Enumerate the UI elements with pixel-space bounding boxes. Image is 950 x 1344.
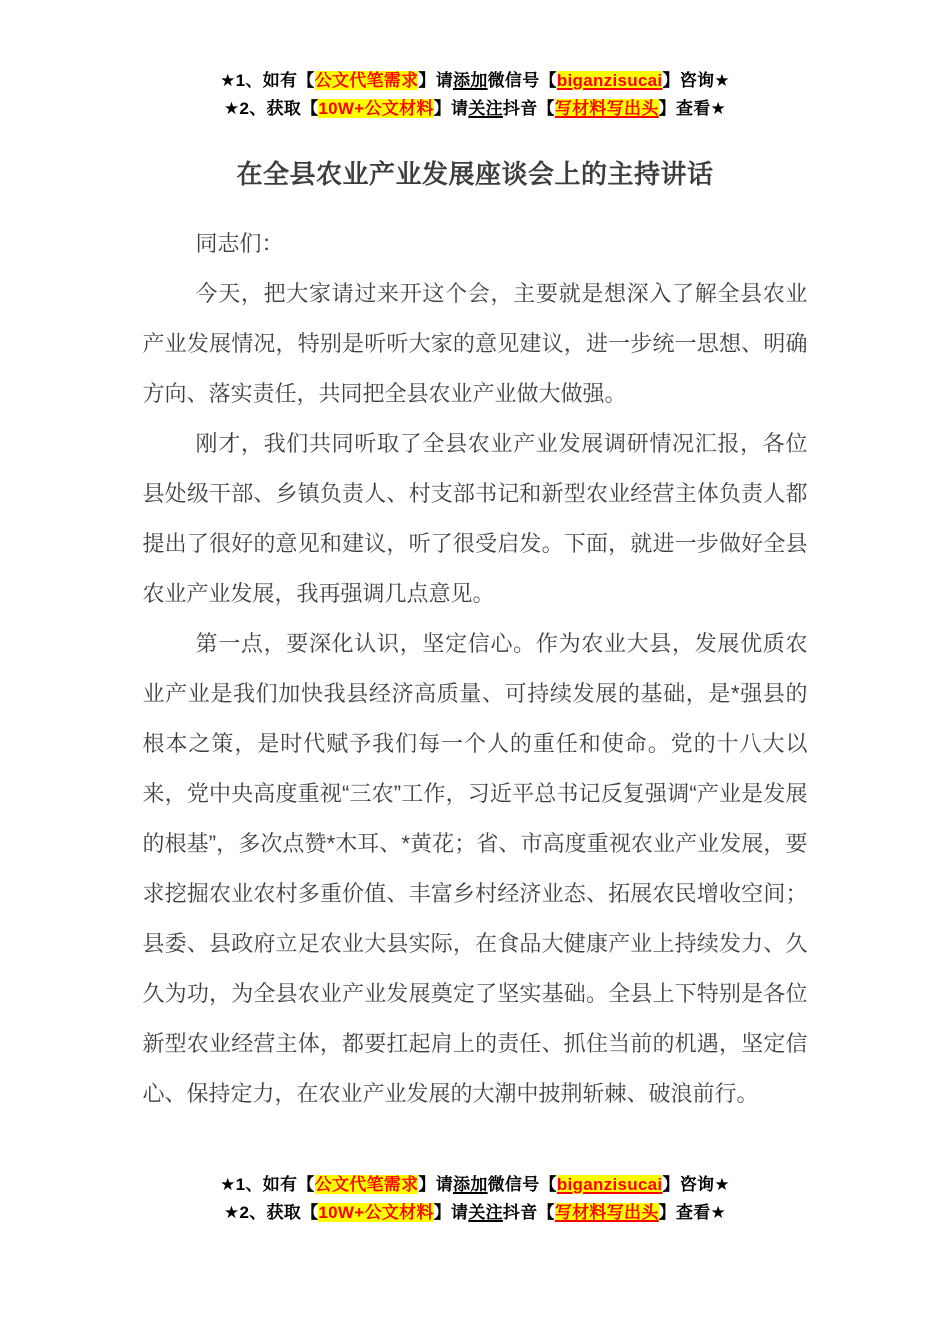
banner-segment: 添加 xyxy=(453,71,488,90)
document-body xyxy=(143,219,808,1119)
banner-segment: 公文代笔需求 xyxy=(314,71,419,90)
banner-segment: ★2、获取【 xyxy=(223,99,319,118)
banner-segment: ★2、获取【 xyxy=(223,1203,319,1222)
banner-segment: 写材料写出头 xyxy=(554,99,659,118)
promo-banner-bottom-line-2 xyxy=(0,1199,950,1227)
banner-segment: 10W+公文材料 xyxy=(318,1203,434,1222)
banner-segment: 】请 xyxy=(418,1175,454,1194)
document-title: 在全县农业产业发展座谈会上的主持讲话 xyxy=(236,159,714,189)
banner-segment: 】咨询★ xyxy=(662,71,730,90)
banner-segment: 微信号【 xyxy=(487,1175,557,1194)
banner-segment: ★1、如有【 xyxy=(220,71,315,90)
banner-segment: biganzisucai xyxy=(556,71,663,90)
body-paragraph: 刚才，我们共同听取了全县农业产业发展调研情况汇报，各位县处级干部、乡镇负责人、村支部书记和新型农业经营主体负责人都提出了很好的意见和建议，听了很受启发。下面，就进一步做好全县农业产业发展，我再强调几点意见。 xyxy=(142,431,808,606)
banner-segment: 】请 xyxy=(433,99,469,118)
banner-segment: 】查看★ xyxy=(658,99,727,118)
banner-segment: 】咨询★ xyxy=(662,1175,730,1194)
banner-segment: 关注 xyxy=(468,1203,503,1222)
banner-segment: 添加 xyxy=(453,1175,488,1194)
promo-banner-top-line-2 xyxy=(0,95,950,123)
banner-segment: 抖音【 xyxy=(502,99,555,118)
promo-banner-bottom-line-1 xyxy=(0,1171,950,1199)
banner-segment: biganzisucai xyxy=(556,1175,663,1194)
promo-banner-top-line-1 xyxy=(0,67,950,95)
banner-segment: 公文代笔需求 xyxy=(314,1175,419,1194)
banner-segment: 10W+公文材料 xyxy=(318,99,434,118)
body-paragraph: 今天，把大家请过来开这个会，主要就是想深入了解全县农业产业发展情况，特别是听听大家的意见建议，进一步统一思想、明确方向、落实责任，共同把全县农业产业做大做强。 xyxy=(142,281,808,406)
banner-segment: 写材料写出头 xyxy=(554,1203,659,1222)
banner-segment: 】查看★ xyxy=(658,1203,727,1222)
body-paragraph: 第一点，要深化认识，坚定信心。作为农业大县，发展优质农业产业是我们加快我县经济高质量、可持续发展的基础，是*强县的根本之策，是时代赋予我们每一个人的重任和使命。党的十八大以来，党中央高度重视“三农”工作，习近平总书记反复强调“产业是发展的根基”，多次点赞*木耳、*黄花；省、市高度重视农业产业发展，要求挖掘农业农村多重价值、丰富乡村经济业态、拓展农民增收空间；县委、县政府立足农业大县实际，在食品大健康产业上持续发力、久久为功，为全县农业产业发展奠定了坚实基础。全县上下特别是各位新型农业经营主体，都要扛起肩上的责任、抓住当前的机遇，坚定信心、保持定力，在农业产业发展的大潮中披荆斩棘、破浪前行。 xyxy=(142,631,808,1106)
body-paragraph: 同志们： xyxy=(195,231,284,256)
banner-segment: 抖音【 xyxy=(502,1203,555,1222)
banner-segment: 关注 xyxy=(468,99,503,118)
banner-segment: 】请 xyxy=(418,71,454,90)
banner-segment: 微信号【 xyxy=(487,71,557,90)
promo-banner-top xyxy=(0,0,950,123)
banner-segment: ★1、如有【 xyxy=(220,1175,315,1194)
banner-segment: 】请 xyxy=(433,1203,469,1222)
promo-banner-bottom xyxy=(0,1171,950,1297)
